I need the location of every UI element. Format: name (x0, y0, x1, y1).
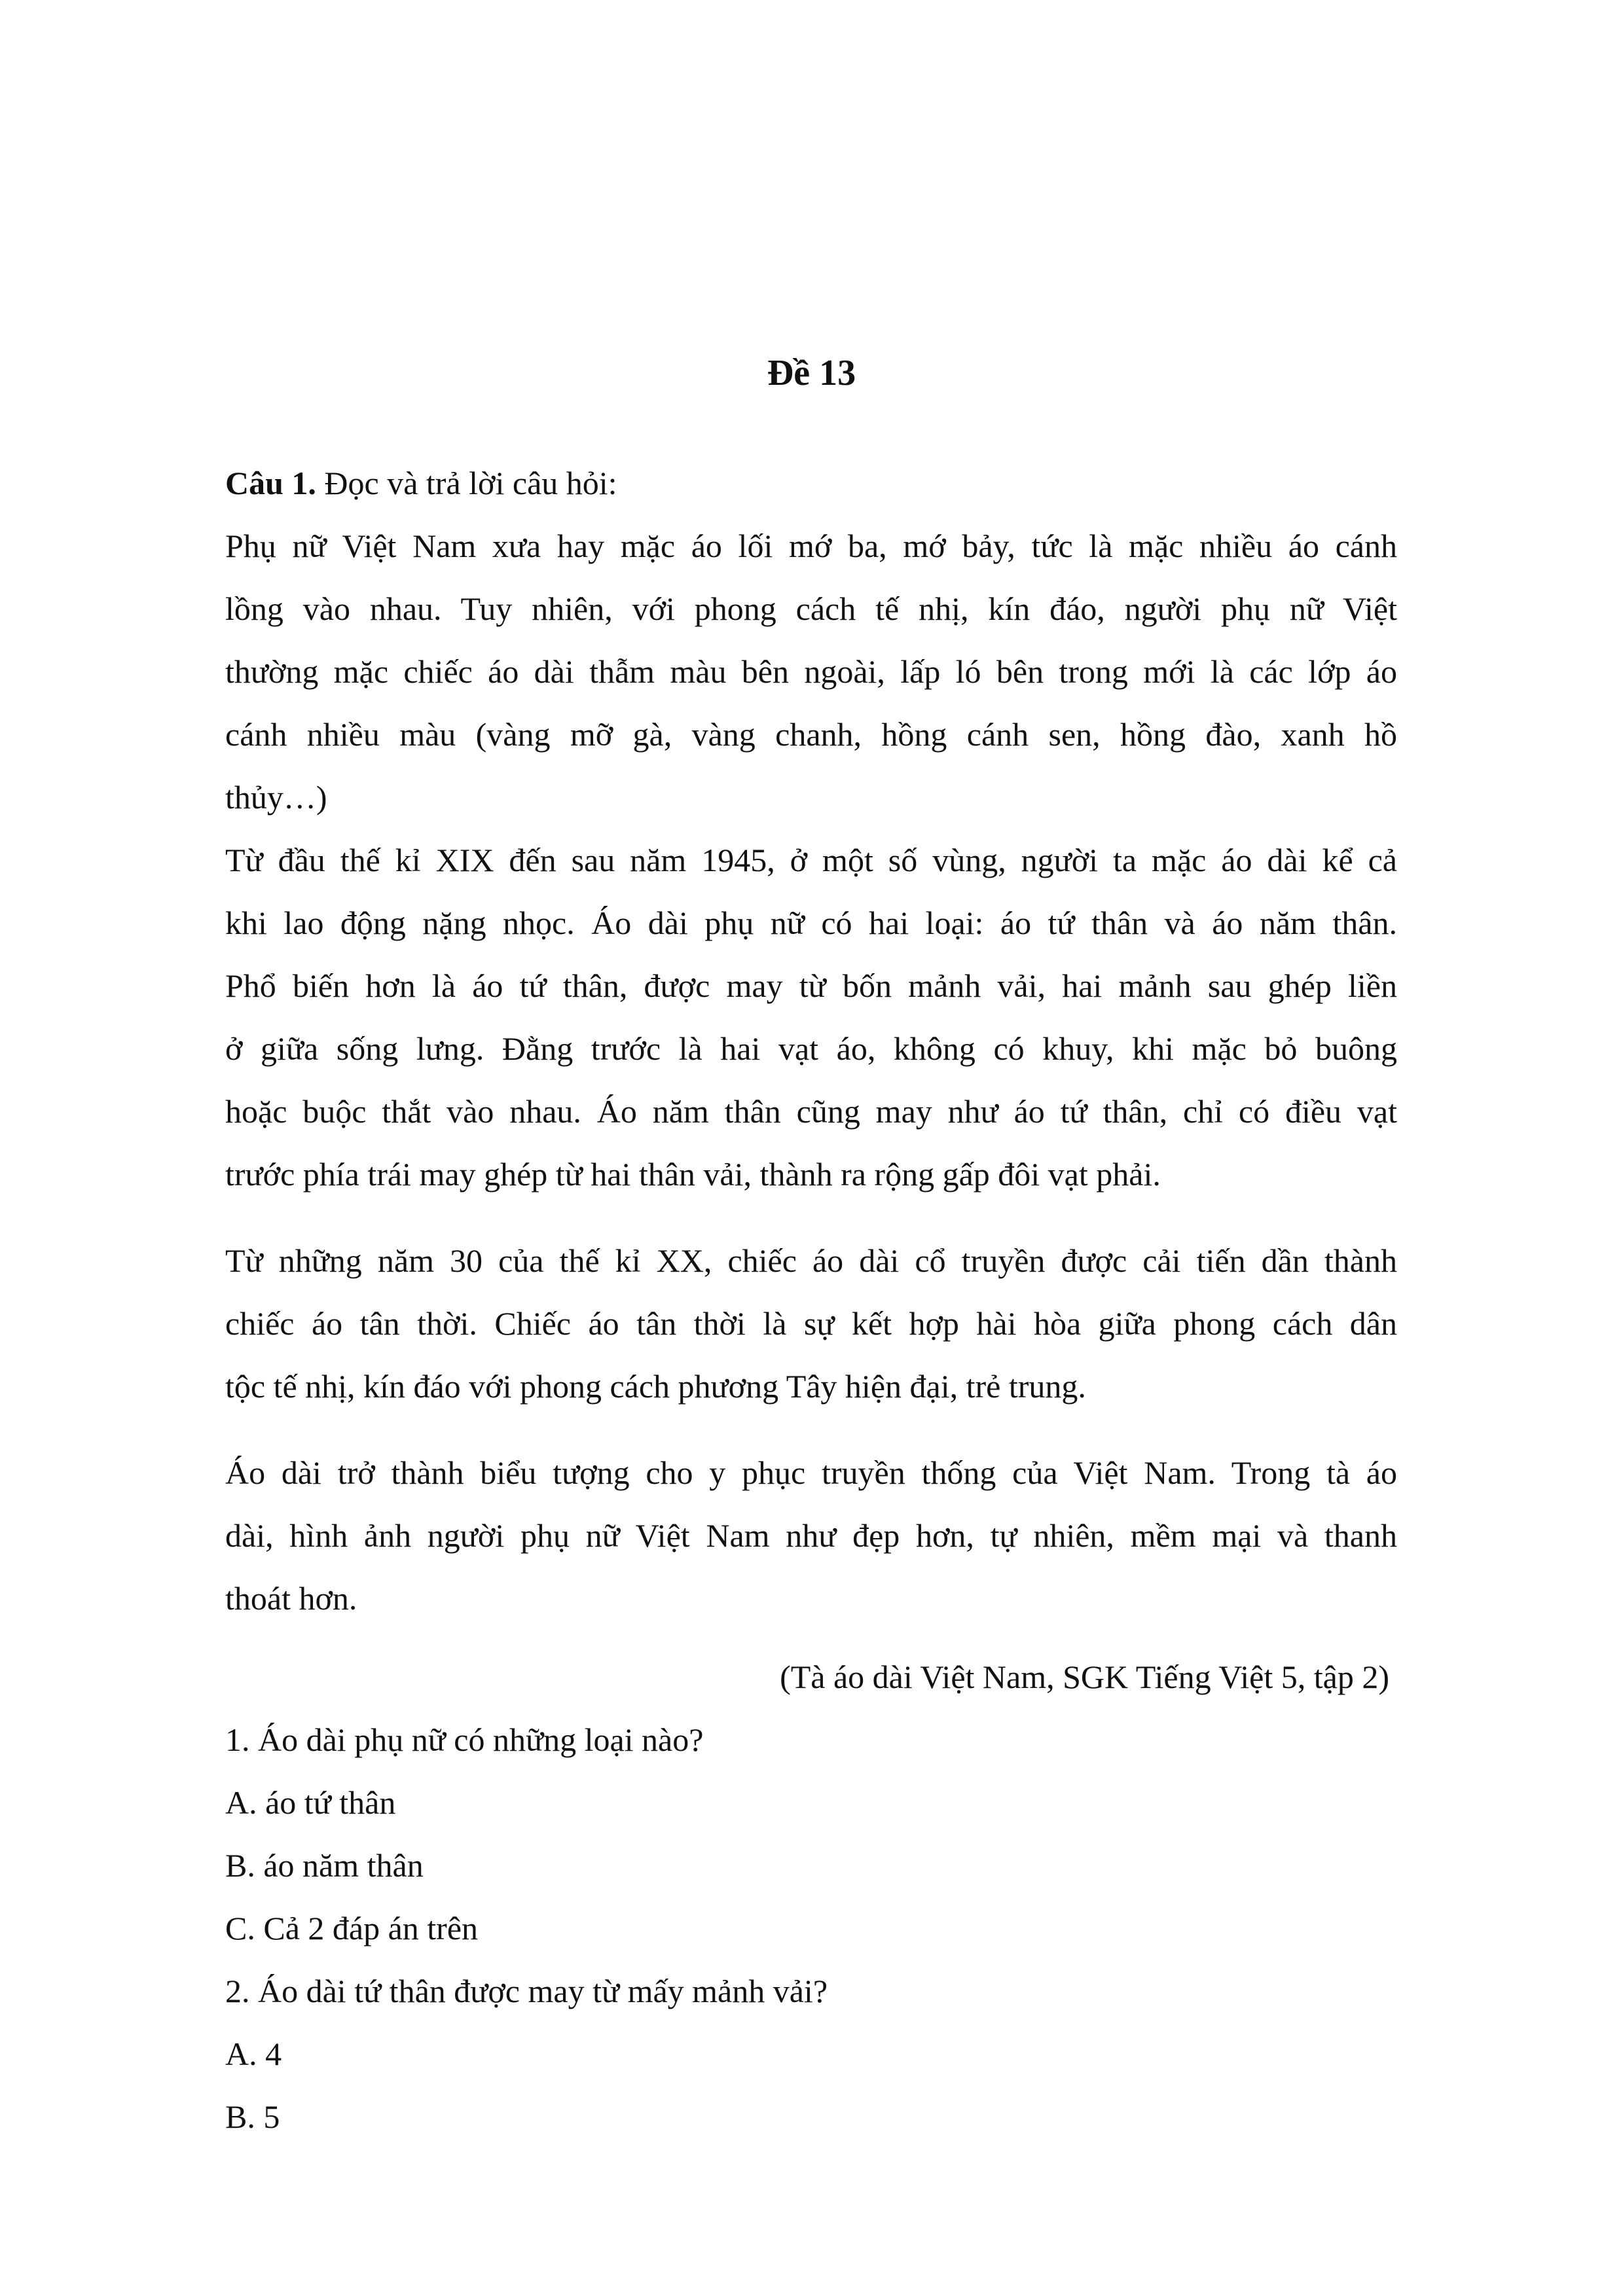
answer-option: C. Cả 2 đáp án trên (225, 1910, 479, 1946)
question-1-instruction: Đọc và trả lời câu hỏi: (324, 465, 617, 501)
question-1-header (225, 452, 1397, 514)
passage-line: hoặc buộc thắt vào nhau. Áo năm thân cũng may như áo tứ thân, chỉ có điều vạt (225, 1093, 1397, 1130)
passage-line: trước phía trái may ghép từ hai thân vải, thành ra rộng gấp đôi vạt phải. (225, 1156, 1161, 1193)
passage-line: Phổ biến hơn là áo tứ thân, được may từ bốn mảnh vải, hai mảnh sau ghép liền (225, 967, 1397, 1004)
question-1-block (225, 1708, 1397, 1960)
passage-line: thủy…) (225, 779, 327, 816)
exam-content (225, 452, 1397, 2148)
passage-line: cánh nhiều màu (vàng mỡ gà, vàng chanh, hồng cánh sen, hồng đào, xanh hồ (225, 716, 1397, 753)
passage-line: thường mặc chiếc áo dài thẫm màu bên ngoài, lấp ló bên trong mới là các lớp áo (225, 653, 1397, 690)
passage-line: chiếc áo tân thời. Chiếc áo tân thời là sự kết hợp hài hòa giữa phong cách dân (225, 1305, 1397, 1342)
passage-line: tộc tế nhị, kín đáo với phong cách phương Tây hiện đại, trẻ trung. (225, 1368, 1086, 1405)
passage-line: lồng vào nhau. Tuy nhiên, với phong cách tế nhị, kín đáo, người phụ nữ Việt (225, 590, 1397, 627)
passage-paragraph-4 (225, 1441, 1397, 1630)
passage-line: khi lao động nặng nhọc. Áo dài phụ nữ có hai loại: áo tứ thân và áo năm thân. (225, 905, 1397, 941)
answer-option: B. 5 (225, 2098, 280, 2135)
passage-line: dài, hình ảnh người phụ nữ Việt Nam như đẹp hơn, tự nhiên, mềm mại và thanh (225, 1517, 1397, 1554)
passage-line: Áo dài trở thành biểu tượng cho y phục truyền thống của Việt Nam. Trong tà áo (225, 1454, 1397, 1491)
passage-line: thoát hơn. (225, 1580, 357, 1617)
passage-line: Từ những năm 30 của thế kỉ XX, chiếc áo dài cổ truyền được cải tiến dần thành (225, 1242, 1397, 1279)
passage-paragraph-2 (225, 829, 1397, 1206)
question-1-label: Câu 1. (225, 465, 316, 501)
answer-option: B. áo năm thân (225, 1847, 424, 1884)
passage-line: ở giữa sống lưng. Đằng trước là hai vạt áo, không có khuy, khi mặc bỏ buông (225, 1030, 1397, 1067)
question-text: 2. Áo dài tứ thân được may từ mấy mảnh vải? (225, 1973, 828, 2009)
exam-title: Đề 13 (767, 353, 856, 393)
passage-paragraph-3 (225, 1229, 1397, 1418)
answer-option: A. áo tứ thân (225, 1784, 396, 1821)
passage-paragraph-1 (225, 514, 1397, 829)
question-2-block (225, 1960, 1397, 2148)
passage-source: (Tà áo dài Việt Nam, SGK Tiếng Việt 5, tập 2) (780, 1659, 1389, 1695)
passage-line: Phụ nữ Việt Nam xưa hay mặc áo lối mớ ba, mớ bảy, tức là mặc nhiều áo cánh (225, 528, 1397, 564)
question-text: 1. Áo dài phụ nữ có những loại nào? (225, 1721, 704, 1758)
answer-option: A. 4 (225, 2036, 282, 2072)
passage-line: Từ đầu thế kỉ XIX đến sau năm 1945, ở một số vùng, người ta mặc áo dài kể cả (225, 842, 1397, 878)
